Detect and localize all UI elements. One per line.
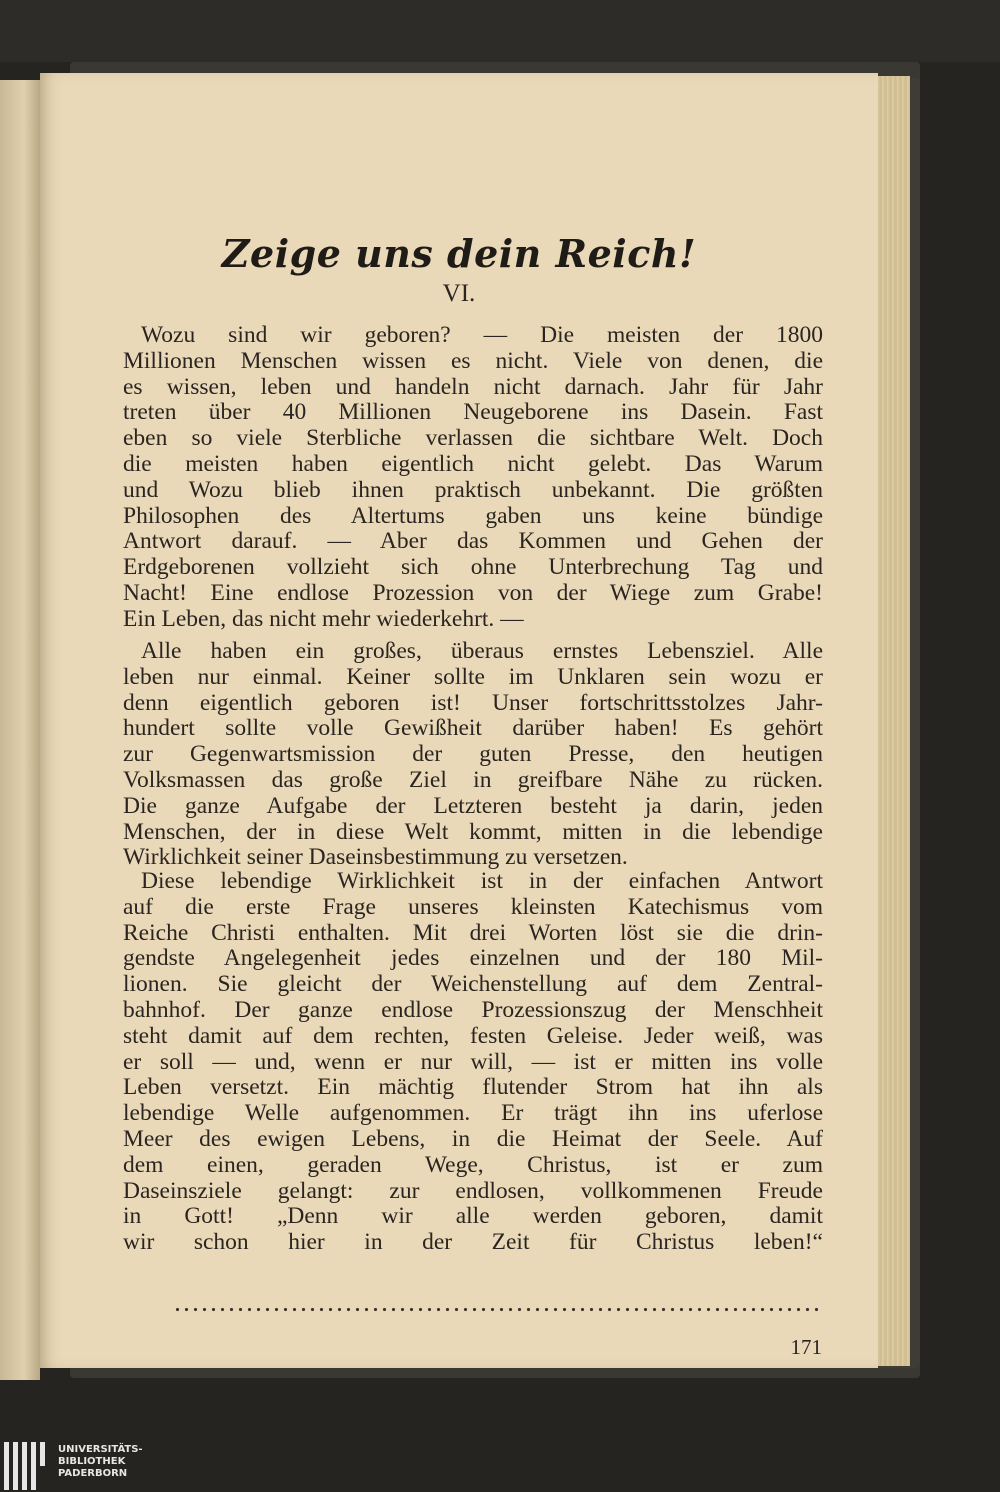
text-line: Die ganze Aufgabe der Letzteren besteht ja darin, jeden	[123, 792, 823, 819]
text-line: leben nur einmal. Keiner sollte im Unklaren sein wozu er	[123, 663, 823, 690]
library-logo	[0, 1440, 200, 1492]
text-line: Erdgeborenen vollzieht sich ohne Unterbrechung Tag und	[123, 554, 823, 581]
text-line: und Wozu blieb ihnen praktisch unbekannt. Die größten	[123, 476, 823, 503]
library-logo-icon	[4, 1442, 50, 1490]
paragraph-3	[123, 869, 823, 1256]
text-line: zur Gegenwartsmission der guten Presse, den heutigen	[123, 741, 823, 768]
page-title: Zeige uns dein Reich!	[221, 231, 697, 276]
text-line: hundert sollte volle Gewißheit darüber haben! Es gehört	[123, 715, 823, 742]
text-line: Nacht! Eine endlose Prozession von der Wiege zum Grabe!	[123, 579, 823, 606]
text-line: lionen. Sie gleicht der Weichenstellung auf dem Zentral-	[123, 971, 823, 998]
text-line: Philosophen des Altertums gaben uns keine bündige	[123, 502, 823, 529]
paragraph-1	[123, 323, 823, 633]
text-line: Millionen Menschen wissen es nicht. Viele von denen, die	[123, 347, 823, 374]
text-line: Alle haben ein großes, überaus ernstes Lebensziel. Alle	[141, 638, 823, 664]
text-line: lebendige Welle aufgenommen. Er trägt ihn ins uferlose	[123, 1100, 823, 1127]
text-line: bahnhof. Der ganze endlose Prozessionszug der Menschheit	[123, 996, 823, 1023]
text-line: Antwort darauf. — Aber das Kommen und Gehen der	[123, 528, 823, 555]
text-line: Ein Leben, das nicht mehr wiederkehrt. —	[123, 605, 524, 632]
page-number: 171	[790, 1335, 822, 1359]
text-line: auf die erste Frage unseres kleinsten Katechismus vom	[123, 893, 823, 920]
text-line: Leben versetzt. Ein mächtig flutender Strom hat ihn als	[123, 1074, 823, 1101]
text-line: er soll — und, wenn er nur will, — ist er mitten ins volle	[123, 1048, 823, 1075]
text-line: Wirklichkeit seiner Daseinsbestimmung zu versetzen.	[123, 844, 628, 871]
library-logo-text	[58, 1444, 143, 1480]
text-line: steht damit auf dem rechten, festen Geleise. Jeder weiß, was	[123, 1022, 823, 1049]
text-line: Volksmassen das große Ziel in greifbare Nähe zu rücken.	[123, 766, 823, 793]
text-line: dem einen, geraden Wege, Christus, ist er zum	[123, 1151, 823, 1178]
text-line: wir schon hier in der Zeit für Christus leben!“	[123, 1229, 823, 1256]
text-line: es wissen, leben und handeln nicht darnach. Jahr für Jahr	[123, 373, 823, 400]
text-line: Daseinsziele gelangt: zur endlosen, vollkommenen Freude	[123, 1177, 823, 1204]
ornament-divider	[173, 1305, 823, 1315]
text-line: Reiche Christi enthalten. Mit drei Worten löst sie die drin-	[123, 919, 823, 946]
text-line: Menschen, der in diese Welt kommt, mitten in die lebendige	[123, 818, 823, 845]
paragraph-2	[123, 639, 823, 871]
text-line: Meer des ewigen Lebens, in die Heimat der Seele. Auf	[123, 1125, 823, 1152]
logo-line-3: PADERBORN	[58, 1468, 128, 1479]
text-line: eben so viele Sterbliche verlassen die sichtbare Welt. Doch	[123, 425, 823, 452]
text-line: denn eigentlich geboren ist! Unser fortschrittsstolzes Jahr-	[123, 689, 823, 716]
text-line: treten über 40 Millionen Neugeborene ins Dasein. Fast	[123, 399, 823, 426]
text-line: Wozu sind wir geboren? — Die meisten der 1800	[141, 322, 823, 348]
logo-line-1: UNIVERSITÄTS-	[58, 1444, 143, 1455]
text-line: Diese lebendige Wirklichkeit ist in der einfachen Antwort	[141, 868, 823, 894]
book-page	[40, 73, 878, 1368]
left-page-fragment	[0, 80, 40, 1380]
logo-line-2: BIBLIOTHEK	[58, 1456, 126, 1467]
scan-background	[0, 0, 1000, 62]
text-line: in Gott! „Denn wir alle werden geboren, damit	[123, 1203, 823, 1230]
text-line: gendste Angelegenheit jedes einzelnen und der 180 Mil-	[123, 945, 823, 972]
section-number: VI.	[442, 280, 476, 307]
text-line: die meisten haben eigentlich nicht gelebt. Das Warum	[123, 450, 823, 477]
